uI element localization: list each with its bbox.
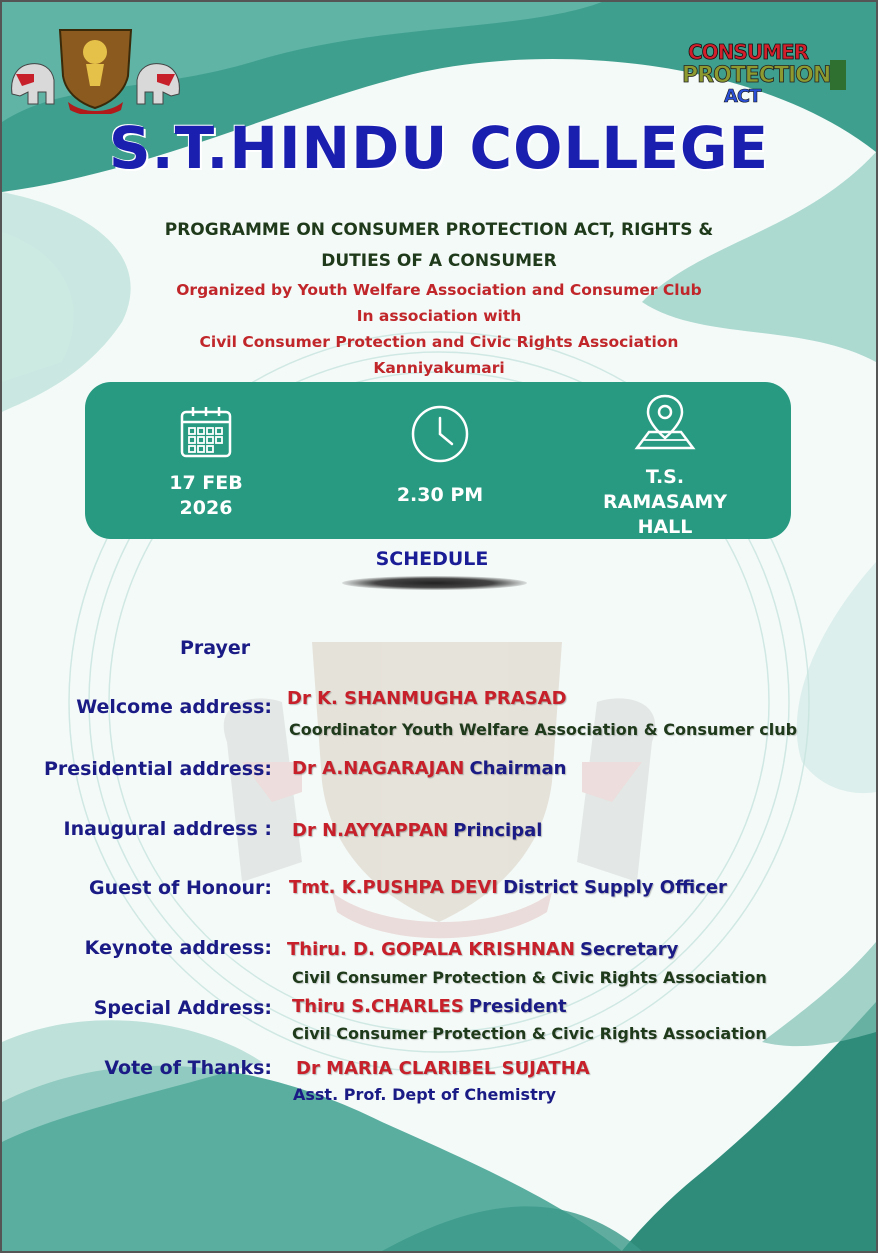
inaugural-role: Principal [453,820,543,841]
consumer-protection-act-badge [680,40,850,110]
presidential-label: Presidential address: [43,758,272,780]
event-date-line-2: 2026 [179,497,233,519]
programme-title-line-1: PROGRAMME ON CONSUMER PROTECTION ACT, RIGHTS & [164,220,714,240]
special-role: President [468,996,567,1017]
inaugural-name: Dr N.AYYAPPAN [292,820,449,841]
presidential-speaker [292,758,566,779]
keynote-role: Secretary [580,939,679,960]
badge-word-1: CONSUMER [688,40,809,64]
event-date [146,471,266,521]
event-venue-line-1: T.S. [645,466,685,488]
event-date-line-1: 17 FEB [169,472,243,494]
keynote-name: Thiru. D. GOPALA KRISHNAN [287,939,575,960]
presidential-role: Chairman [469,758,567,779]
keynote-speaker [287,939,678,960]
special-label: Special Address: [93,997,272,1019]
organized-by: Organized by Youth Welfare Association and Consumer Club [176,281,702,299]
guest-name: Tmt. K.PUSHPA DEVI [289,877,498,898]
guest-role: District Supply Officer [503,877,727,898]
association-name: Civil Consumer Protection and Civic Rights Association [199,333,679,351]
special-speaker [292,996,567,1017]
schedule-title: SCHEDULE [375,548,489,570]
vote-name: Dr MARIA CLARIBEL SUJATHA [296,1058,590,1079]
schedule-underline [342,576,527,590]
location: Kanniyakumari [373,359,505,377]
college-logo [8,24,183,114]
programme-title-line-2: DUTIES OF A CONSUMER [321,251,557,271]
badge-word-3: ACT [724,86,761,107]
welcome-role: Coordinator Youth Welfare Association & Consumer club [289,720,798,739]
event-venue [585,465,745,540]
presidential-name: Dr A.NAGARAJAN [292,758,465,779]
event-venue-line-2: RAMASAMY [602,491,727,513]
location-pin-icon [633,392,697,452]
guest-label: Guest of Honour: [89,877,272,899]
calendar-icon [178,404,234,460]
prayer-label: Prayer [180,637,251,659]
welcome-label: Welcome address: [76,696,272,718]
inaugural-label: Inaugural address : [63,818,272,840]
vote-role: Asst. Prof. Dept of Chemistry [293,1085,557,1104]
keynote-org: Civil Consumer Protection & Civic Rights Association [292,968,767,987]
event-info-panel [85,382,791,539]
keynote-label: Keynote address: [84,937,272,959]
special-org: Civil Consumer Protection & Civic Rights Association [292,1024,767,1043]
event-venue-line-3: HALL [637,516,693,538]
clock-icon [410,404,470,464]
in-association-with: In association with [356,307,522,325]
vote-label: Vote of Thanks: [104,1057,272,1079]
special-name: Thiru S.CHARLES [292,996,464,1017]
guest-speaker [289,877,727,898]
event-time: 2.30 PM [396,484,484,506]
college-title: S.T.HINDU COLLEGE [108,114,770,182]
welcome-name: Dr K. SHANMUGHA PRASAD [287,688,567,709]
badge-word-2: PROTECTION [682,63,831,88]
inaugural-speaker [292,820,542,841]
